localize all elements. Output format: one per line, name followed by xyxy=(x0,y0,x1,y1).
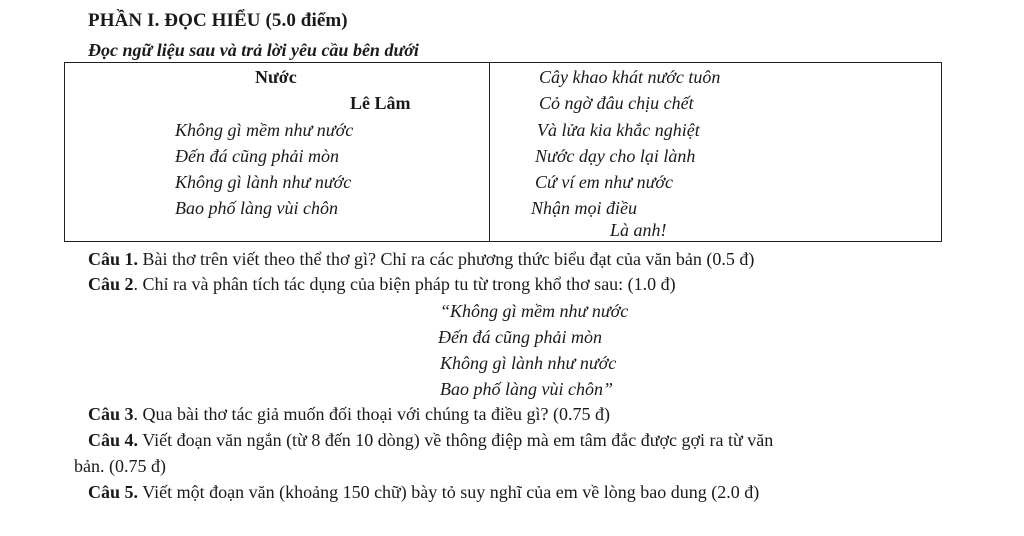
question-text: Bài thơ trên viết theo thể thơ gì? Chỉ ra các phương thức biểu đạt của văn bản (0.5 đ) xyxy=(138,249,755,269)
poem-line: Bao phố làng vùi chôn xyxy=(175,198,338,218)
poem-line: Cỏ ngờ đâu chịu chết xyxy=(539,93,694,113)
question-text: Viết một đoạn văn (khoảng 150 chữ) bày tỏ suy nghĩ của em về lòng bao dung (2.0 đ) xyxy=(138,482,760,502)
quote-line: Không gì lành như nước xyxy=(440,353,617,373)
question-2 xyxy=(88,273,676,295)
poem-line: Nhận mọi điều xyxy=(531,198,637,218)
question-text: Viết đoạn văn ngắn (từ 8 đến 10 dòng) về thông điệp mà em tâm đắc được gợi ra từ văn xyxy=(138,430,774,450)
quote-line: Đến đá cũng phải mòn xyxy=(438,327,602,347)
question-label: Câu 2 xyxy=(88,274,134,294)
question-text: . Chỉ ra và phân tích tác dụng của biện pháp tu từ trong khổ thơ sau: (1.0 đ) xyxy=(133,274,676,294)
poem-title: Nước xyxy=(255,67,297,87)
reading-instruction: Đọc ngữ liệu sau và trả lời yêu cầu bên dưới xyxy=(88,40,419,60)
poem-line: Cứ ví em như nước xyxy=(535,172,674,192)
poem-line: Và lửa kia khắc nghiệt xyxy=(537,120,700,140)
question-4-continuation: bản. (0.75 đ) xyxy=(74,456,166,476)
poem-line: Là anh! xyxy=(610,220,667,240)
question-1 xyxy=(88,248,754,270)
question-4 xyxy=(88,429,773,451)
table-column-divider xyxy=(489,63,490,241)
question-text: . Qua bài thơ tác giả muốn đối thoại với chúng ta điều gì? (0.75 đ) xyxy=(133,404,610,424)
poem-author: Lê Lâm xyxy=(350,93,411,113)
question-3 xyxy=(88,403,610,425)
question-label: Câu 3 xyxy=(88,404,134,424)
question-label: Câu 1. xyxy=(88,249,139,269)
poem-line: Không gì lành như nước xyxy=(175,172,352,192)
quote-line: Bao phố làng vùi chôn” xyxy=(440,379,613,399)
question-label: Câu 5. xyxy=(88,482,139,502)
section-heading: PHẦN I. ĐỌC HIỂU (5.0 điểm) xyxy=(88,10,348,31)
question-5 xyxy=(88,481,759,503)
poem-line: Đến đá cũng phải mòn xyxy=(175,146,339,166)
quote-line: “Không gì mềm như nước xyxy=(440,301,629,321)
poem-table xyxy=(64,62,942,242)
poem-line: Nước dạy cho lại lành xyxy=(535,146,696,166)
poem-line: Cây khao khát nước tuôn xyxy=(539,67,721,87)
poem-line: Không gì mềm như nước xyxy=(175,120,354,140)
question-label: Câu 4. xyxy=(88,430,139,450)
